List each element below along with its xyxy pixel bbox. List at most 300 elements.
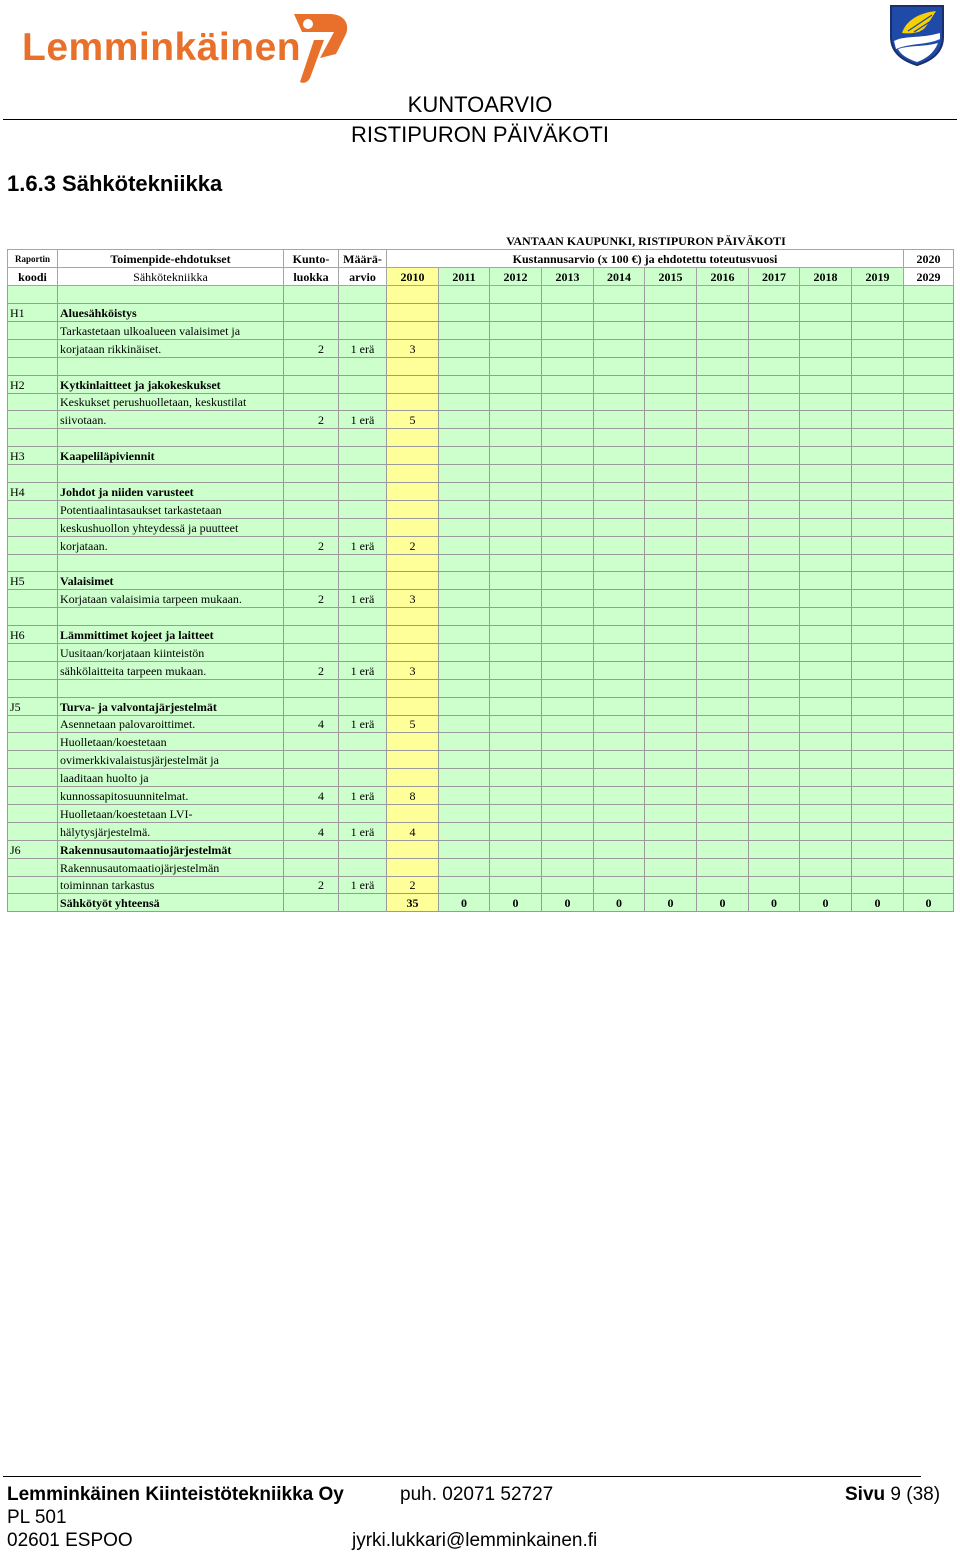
row-cost-cell [697, 321, 749, 339]
row-cost-cell [749, 626, 800, 644]
row-cost-cell [645, 375, 697, 393]
table-row [8, 518, 954, 536]
section-title: 1.6.3 Sähkötekniikka [7, 171, 223, 196]
row-cost-cell [439, 626, 490, 644]
row-cost-cell [749, 393, 800, 411]
year-header: 2015 [645, 268, 697, 286]
row-cost-cell [852, 482, 904, 500]
row-cost-cell [542, 751, 594, 769]
row-quantity [339, 679, 387, 697]
row-cost-cell [490, 679, 542, 697]
row-cost-cell [800, 822, 852, 840]
total-value: 0 [697, 894, 749, 912]
table-row [8, 411, 954, 429]
row-cost-cell [594, 321, 645, 339]
row-description [58, 465, 284, 483]
row-cost-cell [800, 304, 852, 322]
row-cost-cell [852, 751, 904, 769]
row-cost-cell [594, 590, 645, 608]
row-code: H2 [8, 375, 58, 393]
row-cost-2010: 2 [387, 876, 439, 894]
table-row [8, 661, 954, 679]
row-cost-2010 [387, 554, 439, 572]
row-cost-cell [439, 715, 490, 733]
year-header: 2014 [594, 268, 645, 286]
row-cost-cell [439, 822, 490, 840]
row-cost-cell [697, 626, 749, 644]
row-cost-cell [645, 393, 697, 411]
row-cost-cell [852, 554, 904, 572]
total-value: 0 [490, 894, 542, 912]
row-cost-cell [542, 858, 594, 876]
row-cost-cell [439, 321, 490, 339]
row-cost-cell [749, 357, 800, 375]
row-description: Huolletaan/koestetaan LVI- [58, 805, 284, 823]
table-row [8, 500, 954, 518]
row-cost-cell [645, 321, 697, 339]
total-value: 0 [800, 894, 852, 912]
row-cost-cell [852, 679, 904, 697]
row-cost-cell [800, 840, 852, 858]
row-cost-2010 [387, 858, 439, 876]
row-quantity [339, 733, 387, 751]
row-cost-cell [904, 769, 954, 787]
row-cost-cell [904, 339, 954, 357]
row-condition-class [284, 733, 339, 751]
row-description: toiminnan tarkastus [58, 876, 284, 894]
col-code-label-1: Raportin [8, 250, 58, 268]
row-cost-cell [490, 590, 542, 608]
row-cost-2010: 2 [387, 536, 439, 554]
footer-pobox: PL 501 [7, 1507, 67, 1528]
row-cost-cell [645, 822, 697, 840]
row-cost-cell [594, 733, 645, 751]
row-cost-cell [749, 500, 800, 518]
row-cost-cell [439, 375, 490, 393]
row-cost-cell [542, 840, 594, 858]
row-code: J6 [8, 840, 58, 858]
table-row [8, 769, 954, 787]
row-cost-cell [645, 626, 697, 644]
row-cost-cell [439, 590, 490, 608]
row-code [8, 643, 58, 661]
row-quantity [339, 572, 387, 590]
row-cost-2010 [387, 357, 439, 375]
row-cost-cell [490, 697, 542, 715]
row-code [8, 608, 58, 626]
row-cost-cell [800, 626, 852, 644]
doc-subtitle: RISTIPURON PÄIVÄKOTI [351, 122, 609, 147]
row-cost-cell [852, 840, 904, 858]
city-crest-icon [888, 3, 946, 67]
row-quantity [339, 697, 387, 715]
row-cost-cell [904, 858, 954, 876]
row-cost-cell [697, 500, 749, 518]
row-quantity [339, 321, 387, 339]
row-cost-cell [594, 751, 645, 769]
row-code: H3 [8, 447, 58, 465]
row-cost-cell [645, 357, 697, 375]
row-cost-cell [800, 500, 852, 518]
row-cost-cell [800, 536, 852, 554]
table-row [8, 608, 954, 626]
row-cost-2010 [387, 697, 439, 715]
row-cost-cell [749, 375, 800, 393]
row-cost-cell [542, 822, 594, 840]
row-cost-2010 [387, 304, 439, 322]
row-description: Uusitaan/korjataan kiinteistön [58, 643, 284, 661]
row-cost-cell [904, 572, 954, 590]
row-description: Johdot ja niiden varusteet [58, 482, 284, 500]
row-cost-2010 [387, 375, 439, 393]
row-cost-cell [594, 769, 645, 787]
row-cost-cell [800, 590, 852, 608]
row-quantity [339, 769, 387, 787]
row-cost-2010 [387, 643, 439, 661]
row-cost-2010 [387, 679, 439, 697]
row-cost-cell [697, 554, 749, 572]
row-description: laaditaan huolto ja [58, 769, 284, 787]
row-cost-cell [904, 679, 954, 697]
row-cost-cell [749, 465, 800, 483]
row-cost-cell [697, 339, 749, 357]
year-header: 2019 [852, 268, 904, 286]
row-quantity [339, 304, 387, 322]
row-cost-cell [542, 643, 594, 661]
row-quantity [339, 805, 387, 823]
row-cost-cell [852, 822, 904, 840]
row-cost-cell [439, 679, 490, 697]
row-cost-cell [800, 769, 852, 787]
row-code [8, 822, 58, 840]
row-cost-cell [490, 751, 542, 769]
row-cost-cell [904, 518, 954, 536]
row-cost-cell [439, 643, 490, 661]
row-cost-cell [594, 787, 645, 805]
row-cost-cell [852, 411, 904, 429]
row-cost-cell [697, 590, 749, 608]
row-cost-cell [439, 572, 490, 590]
row-cost-cell [852, 715, 904, 733]
row-cost-cell [749, 429, 800, 447]
row-cost-cell [800, 876, 852, 894]
row-cost-cell [594, 858, 645, 876]
row-condition-class [284, 518, 339, 536]
row-cost-cell [852, 393, 904, 411]
row-cost-2010: 8 [387, 787, 439, 805]
row-cost-cell [594, 482, 645, 500]
row-description: Potentiaalintasaukset tarkastetaan [58, 500, 284, 518]
row-cost-cell [542, 500, 594, 518]
row-cost-cell [852, 590, 904, 608]
row-cost-cell [800, 608, 852, 626]
row-cost-cell [439, 447, 490, 465]
row-cost-cell [852, 572, 904, 590]
row-condition-class: 2 [284, 339, 339, 357]
table-row [8, 840, 954, 858]
row-cost-cell [594, 465, 645, 483]
row-cost-cell [749, 304, 800, 322]
row-condition-class [284, 643, 339, 661]
row-cost-cell [749, 482, 800, 500]
row-cost-2010 [387, 447, 439, 465]
row-cost-cell [904, 608, 954, 626]
row-quantity [339, 518, 387, 536]
row-code [8, 465, 58, 483]
row-cost-cell [904, 733, 954, 751]
row-cost-2010 [387, 626, 439, 644]
row-cost-cell [800, 482, 852, 500]
row-cost-2010 [387, 321, 439, 339]
row-cost-cell [542, 679, 594, 697]
row-cost-cell [490, 304, 542, 322]
row-cost-cell [852, 339, 904, 357]
row-cost-cell [594, 518, 645, 536]
row-cost-cell [490, 447, 542, 465]
row-cost-2010 [387, 500, 439, 518]
row-cost-cell [542, 787, 594, 805]
row-code: H4 [8, 482, 58, 500]
logo-mark-icon [284, 10, 354, 84]
row-cost-cell [800, 554, 852, 572]
row-condition-class [284, 482, 339, 500]
row-quantity [339, 375, 387, 393]
row-cost-cell [852, 447, 904, 465]
row-description [58, 554, 284, 572]
row-cost-cell [852, 626, 904, 644]
row-cost-cell [645, 608, 697, 626]
row-quantity: 1 erä [339, 715, 387, 733]
row-code [8, 357, 58, 375]
row-cost-cell [645, 751, 697, 769]
table-caption: VANTAAN KAUPUNKI, RISTIPURON PÄIVÄKOTI [339, 232, 954, 250]
row-cost-cell [645, 715, 697, 733]
table-row [8, 554, 954, 572]
row-description: korjataan rikkinäiset. [58, 339, 284, 357]
row-quantity [339, 751, 387, 769]
row-description: kunnossapitosuunnitelmat. [58, 787, 284, 805]
row-cost-cell [594, 304, 645, 322]
row-cost-cell [749, 769, 800, 787]
row-code [8, 321, 58, 339]
row-cost-cell [490, 626, 542, 644]
row-cost-cell [594, 679, 645, 697]
footer-phone: puh. 02071 52727 [400, 1484, 554, 1505]
total-value: 0 [749, 894, 800, 912]
table-row [8, 679, 954, 697]
row-cost-cell [904, 536, 954, 554]
row-cost-cell [439, 339, 490, 357]
row-cost-2010 [387, 518, 439, 536]
row-description: Rakennusautomaatiojärjestelmän [58, 858, 284, 876]
row-cost-cell [697, 876, 749, 894]
row-cost-cell [800, 375, 852, 393]
row-cost-cell [904, 393, 954, 411]
row-cost-cell [852, 321, 904, 339]
row-cost-cell [439, 304, 490, 322]
col-last-label-2: 2029 [904, 268, 954, 286]
row-cost-cell [439, 393, 490, 411]
row-quantity: 1 erä [339, 590, 387, 608]
row-cost-cell [800, 447, 852, 465]
row-cost-cell [749, 590, 800, 608]
row-cost-cell [697, 840, 749, 858]
row-cost-cell [490, 572, 542, 590]
row-cost-cell [439, 536, 490, 554]
row-cost-cell [749, 411, 800, 429]
row-cost-2010 [387, 393, 439, 411]
row-cost-cell [697, 805, 749, 823]
row-cost-cell [439, 608, 490, 626]
row-cost-cell [439, 411, 490, 429]
row-cost-cell [800, 679, 852, 697]
row-cost-2010: 3 [387, 590, 439, 608]
row-cost-cell [852, 858, 904, 876]
row-code [8, 661, 58, 679]
row-code [8, 787, 58, 805]
row-code: H6 [8, 626, 58, 644]
row-code [8, 679, 58, 697]
row-cost-cell [904, 876, 954, 894]
row-cost-cell [697, 572, 749, 590]
row-cost-cell [490, 608, 542, 626]
row-cost-cell [645, 787, 697, 805]
row-cost-cell [542, 482, 594, 500]
row-cost-cell [645, 518, 697, 536]
row-description: Valaisimet [58, 572, 284, 590]
row-cost-cell [542, 805, 594, 823]
row-cost-cell [904, 590, 954, 608]
row-description: Asennetaan palovaroittimet. [58, 715, 284, 733]
row-cost-cell [904, 840, 954, 858]
row-cost-cell [749, 876, 800, 894]
row-cost-cell [594, 876, 645, 894]
row-cost-cell [490, 536, 542, 554]
row-cost-cell [800, 661, 852, 679]
row-cost-cell [800, 572, 852, 590]
total-value: 0 [645, 894, 697, 912]
year-header: 2011 [439, 268, 490, 286]
row-quantity [339, 554, 387, 572]
col-quantity-label-1: Määrä- [339, 250, 387, 268]
row-quantity [339, 500, 387, 518]
row-cost-cell [439, 465, 490, 483]
row-cost-cell [852, 500, 904, 518]
row-quantity: 1 erä [339, 661, 387, 679]
row-condition-class [284, 751, 339, 769]
row-cost-cell [645, 805, 697, 823]
table-row [8, 876, 954, 894]
row-cost-cell [749, 822, 800, 840]
row-cost-cell [490, 518, 542, 536]
row-description: korjataan. [58, 536, 284, 554]
row-cost-cell [697, 608, 749, 626]
footer-email[interactable]: jyrki.lukkari@lemminkainen.fi [352, 1530, 598, 1551]
row-cost-cell [852, 661, 904, 679]
row-code [8, 536, 58, 554]
row-cost-cell [800, 805, 852, 823]
row-code: H5 [8, 572, 58, 590]
row-description: ovimerkkivalaistusjärjestelmät ja [58, 751, 284, 769]
row-condition-class [284, 429, 339, 447]
row-condition-class [284, 500, 339, 518]
row-cost-cell [852, 465, 904, 483]
row-cost-cell [852, 536, 904, 554]
col-action-label-1: Toimenpide-ehdotukset [58, 250, 284, 268]
row-cost-2010 [387, 840, 439, 858]
row-cost-cell [542, 393, 594, 411]
row-cost-cell [904, 447, 954, 465]
row-cost-cell [697, 643, 749, 661]
row-cost-cell [749, 661, 800, 679]
row-cost-cell [904, 465, 954, 483]
row-cost-cell [697, 858, 749, 876]
row-cost-cell [749, 733, 800, 751]
row-cost-cell [594, 697, 645, 715]
row-cost-cell [490, 339, 542, 357]
row-cost-cell [542, 554, 594, 572]
row-cost-cell [594, 447, 645, 465]
row-cost-cell [542, 429, 594, 447]
row-description: sähkölaitteita tarpeen mukaan. [58, 661, 284, 679]
row-cost-cell [594, 661, 645, 679]
row-condition-class: 4 [284, 822, 339, 840]
row-quantity [339, 643, 387, 661]
row-cost-cell [749, 679, 800, 697]
row-quantity [339, 465, 387, 483]
row-cost-cell [800, 429, 852, 447]
row-cost-cell [904, 751, 954, 769]
row-cost-cell [490, 554, 542, 572]
row-cost-cell [439, 554, 490, 572]
row-cost-cell [697, 715, 749, 733]
row-cost-2010: 4 [387, 822, 439, 840]
row-cost-cell [439, 769, 490, 787]
row-cost-cell [490, 805, 542, 823]
row-cost-cell [697, 751, 749, 769]
table-row [8, 822, 954, 840]
row-cost-cell [904, 697, 954, 715]
row-cost-cell [542, 339, 594, 357]
row-cost-cell [697, 822, 749, 840]
row-cost-cell [697, 518, 749, 536]
row-cost-cell [594, 536, 645, 554]
company-logo [22, 10, 352, 86]
row-description: Kytkinlaitteet ja jakokeskukset [58, 375, 284, 393]
table-row [8, 572, 954, 590]
row-quantity [339, 393, 387, 411]
footer-page-number [845, 1484, 940, 1506]
row-cost-cell [800, 715, 852, 733]
row-cost-cell [749, 858, 800, 876]
row-cost-cell [697, 482, 749, 500]
row-description [58, 679, 284, 697]
table-row [8, 375, 954, 393]
row-description: hälytysjärjestelmä. [58, 822, 284, 840]
row-cost-cell [904, 643, 954, 661]
row-cost-cell [439, 805, 490, 823]
row-cost-cell [645, 840, 697, 858]
row-cost-cell [439, 787, 490, 805]
row-cost-2010: 3 [387, 661, 439, 679]
row-description: siivotaan. [58, 411, 284, 429]
row-cost-cell [749, 751, 800, 769]
col-action-label-2: Sähkötekniikka [58, 268, 284, 286]
table-row [8, 321, 954, 339]
row-cost-cell [904, 805, 954, 823]
row-description: Keskukset perushuolletaan, keskustilat [58, 393, 284, 411]
row-code [8, 518, 58, 536]
